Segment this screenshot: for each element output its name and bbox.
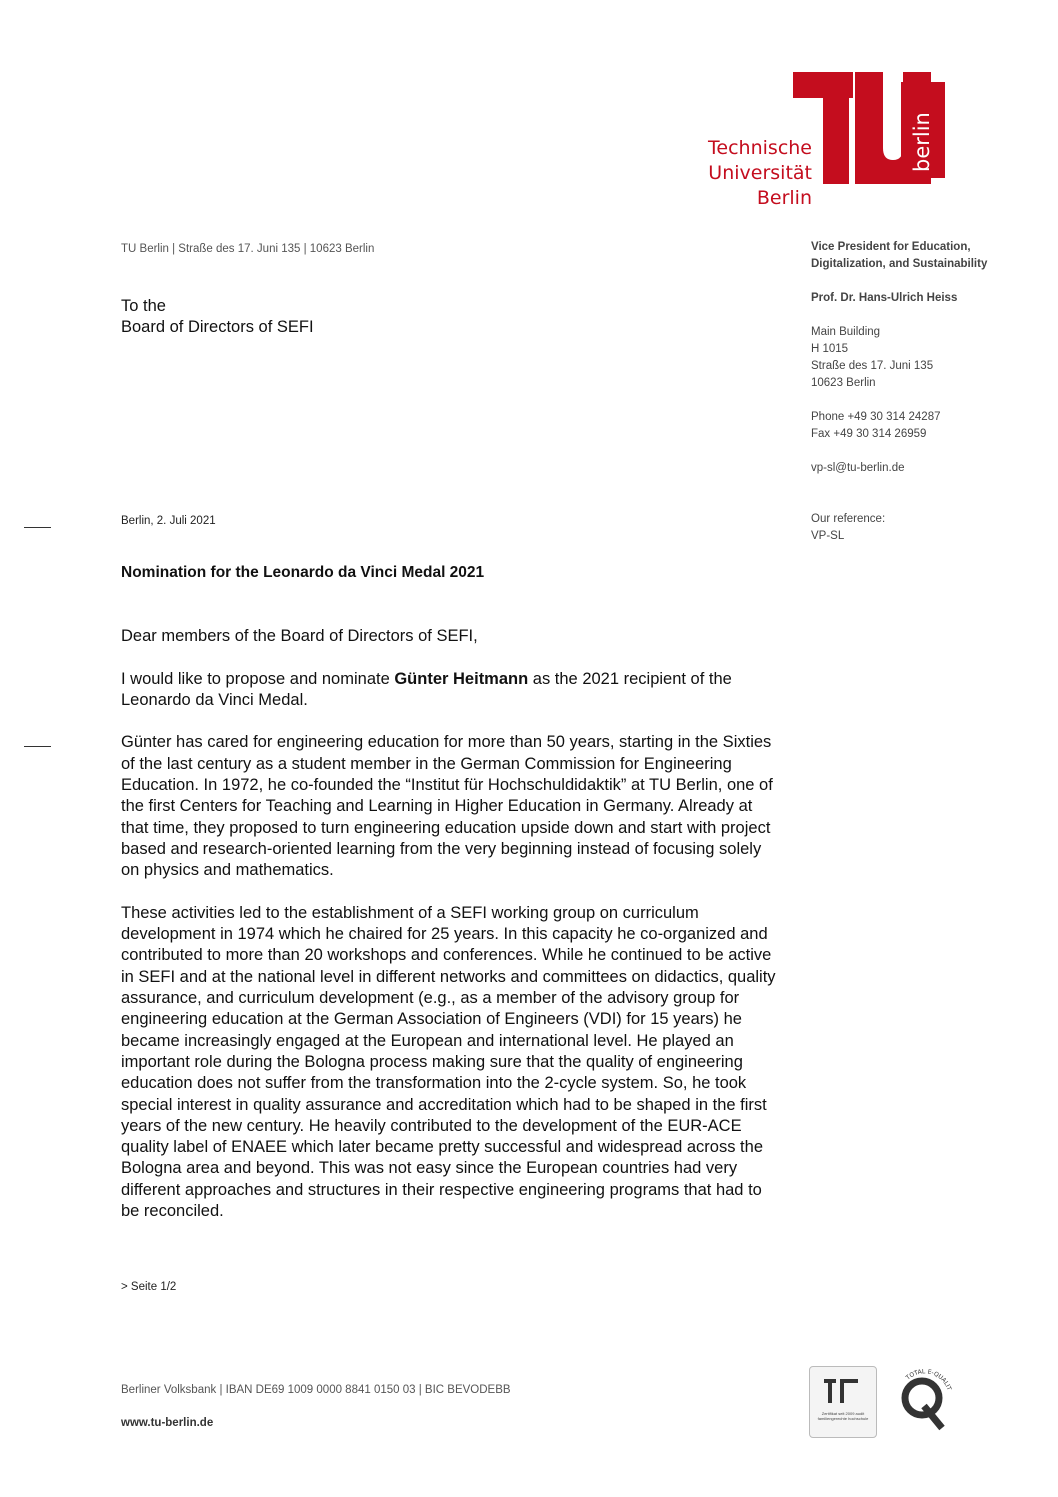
recipient-line-2: Board of Directors of SEFI bbox=[121, 318, 314, 336]
address-line: 10623 Berlin bbox=[811, 377, 876, 389]
paragraph-nomination bbox=[121, 669, 781, 712]
letter-body bbox=[121, 626, 781, 1244]
reference-block bbox=[811, 511, 1041, 545]
nominee-name: Günter Heitmann bbox=[394, 669, 529, 688]
email-address[interactable]: vp-sl@tu-berlin.de bbox=[811, 462, 905, 474]
total-equality-logo-icon bbox=[896, 1366, 956, 1432]
footer-bank-details: Berliner Volksbank | IBAN DE69 1009 0000 8841 0150 03 | BIC BEVODEBB bbox=[121, 1384, 511, 1396]
logo-line-1: Technische bbox=[708, 137, 812, 159]
letter-date: Berlin, 2. Juli 2021 bbox=[121, 515, 216, 527]
sender-sidebar bbox=[811, 239, 1041, 545]
tu-logo-icon bbox=[793, 72, 953, 190]
paragraph-activities: These activities led to the establishment of a SEFI working group on curriculum development in 1974 which he chaired for 25 years. In this capacity he co-organized and contributed to more than 20 workshops and conferences. While he continued to be active in SEFI and at the national level in different networks and committees on didactics, quality assurance, and curriculum development (e.g., as a member of the advisory group for engineering education at the German Association of Engineers (VDI) for 15 years) he became increasingly engaged at the European and international level. He played an important role during the Bologna process making sure that the quality of engineering education does not suffer from the transformation into the 2-cycle system. So, he took special interest in quality assurance and accreditation which had to be shaped in the first years of the new century. He heavily contributed to the development of the EUR-ACE quality label of ENAEE which later became pretty successful and widespread across the Bologna area and beyond. This was not easy since the European countries had very different approaches and structures in their respective engineering programs that had to be reconciled. bbox=[121, 903, 776, 1221]
address-line: H 1015 bbox=[811, 343, 849, 355]
sender-address bbox=[811, 324, 1041, 392]
paragraph-history: Günter has cared for engineering education for more than 50 years, starting in the Sixties of the last century as a student member in the German Commission for Engineering Education. In 1972, he co-founded the “Institut für Hochschuldidaktik” at TU Berlin, one of the first Centers for Teaching and Learning in Higher Education in Germany. Already at that time, they proposed to turn engineering education upside down and start with project based and research-oriented learning from the very beginning instead of focusing solely on physics and mathematics. bbox=[121, 733, 773, 880]
logo-line-3: Berlin bbox=[756, 187, 812, 209]
equality-text: TOTAL E-QUALIT bbox=[904, 1368, 953, 1392]
letter-subject: Nomination for the Leonardo da Vinci Medal 2021 bbox=[121, 564, 485, 581]
salutation: Dear members of the Board of Directors of SEFI, bbox=[121, 627, 478, 645]
fax-number: Fax +49 30 314 26959 bbox=[811, 428, 927, 440]
fold-mark-top bbox=[24, 527, 51, 528]
page-indicator: > Seite 1/2 bbox=[121, 1281, 177, 1293]
logo-line-2: Universität bbox=[708, 162, 812, 184]
footer-website-link[interactable]: www.tu-berlin.de bbox=[121, 1417, 214, 1429]
reference-value: VP-SL bbox=[811, 530, 845, 542]
nomination-text-end: as the 2021 recipient of the Leonardo da Vinci Medal. bbox=[121, 669, 732, 709]
badge-bar bbox=[844, 1379, 858, 1383]
audit-badge-caption: Zertifikat seit 2009 audit familiengerechte hochschule bbox=[817, 1411, 869, 1421]
recipient-block bbox=[121, 296, 314, 338]
address-line: Main Building bbox=[811, 326, 881, 338]
phone-number: Phone +49 30 314 24287 bbox=[811, 411, 941, 423]
sender-address-line: TU Berlin | Straße des 17. Juni 135 | 10623 Berlin bbox=[121, 243, 375, 255]
sender-title-line-1: Vice President for Education, bbox=[811, 241, 971, 253]
university-logo-text bbox=[612, 136, 812, 211]
nomination-text-start: I would like to propose and nominate bbox=[121, 669, 395, 688]
badge-bar bbox=[828, 1383, 832, 1403]
recipient-line-1: To the bbox=[121, 297, 166, 315]
audit-certificate-badge-icon bbox=[809, 1366, 877, 1438]
sender-title-line-2: Digitalization, and Sustainability bbox=[811, 258, 988, 270]
logo-berlin-text: berlin bbox=[910, 112, 934, 172]
sender-title bbox=[811, 239, 1041, 273]
reference-label: Our reference: bbox=[811, 513, 886, 525]
address-line: Straße des 17. Juni 135 bbox=[811, 360, 934, 372]
fold-mark-middle bbox=[24, 746, 51, 747]
contact-numbers bbox=[811, 409, 1041, 443]
sender-name: Prof. Dr. Hans-Ulrich Heiss bbox=[811, 292, 958, 304]
